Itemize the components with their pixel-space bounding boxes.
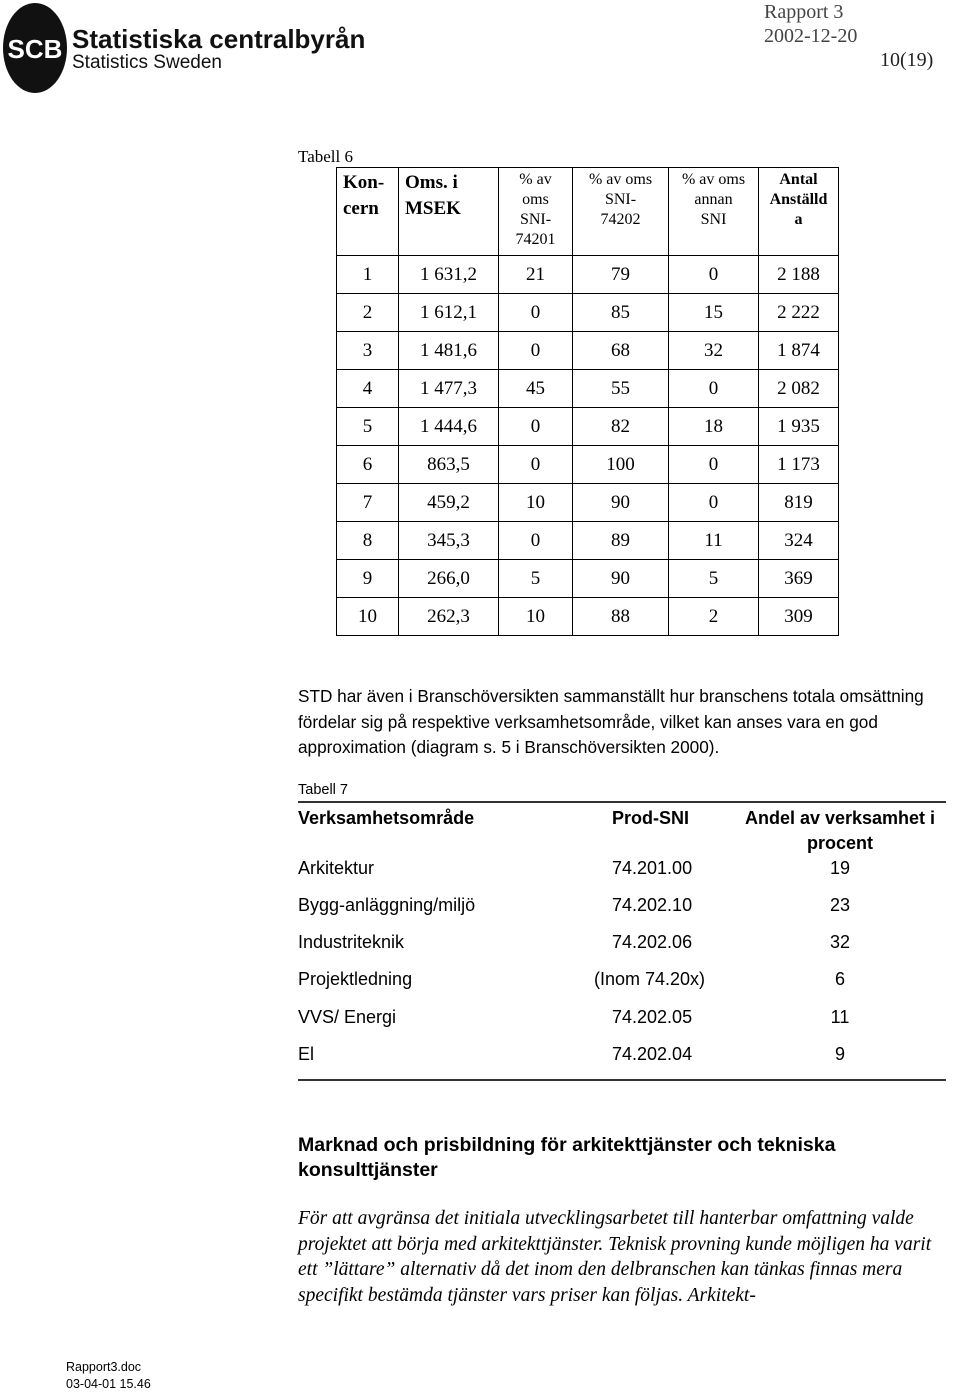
table6-header-cell: % av oms SNI- 74202 xyxy=(573,168,669,256)
table6-cell: 9 xyxy=(337,560,399,598)
table7-sni-cell: 74.202.06 xyxy=(612,932,693,952)
table7-share-cell: 6 xyxy=(834,969,845,989)
table6-header-cell: % av oms SNI- 74201 xyxy=(499,168,573,256)
table7-sni-cell: (Inom 74.20x) xyxy=(594,969,706,989)
table6-cell: 0 xyxy=(499,408,573,446)
table6-header-cell: Kon- cern xyxy=(337,168,399,256)
table6-caption: Tabell 6 xyxy=(298,147,353,166)
table6-cell: 5 xyxy=(669,560,759,598)
table6-row xyxy=(337,294,839,332)
table7-share-cell: 9 xyxy=(834,1044,845,1064)
table6-row xyxy=(337,370,839,408)
section-heading: Marknad och prisbildning för arkitekttjänster och tekniska konsulttjänster xyxy=(298,1134,836,1181)
table7-share-cell: 32 xyxy=(829,932,851,952)
table6-cell: 3 xyxy=(337,332,399,370)
table6-cell: 2 222 xyxy=(759,294,839,332)
table6-cell: 8 xyxy=(337,522,399,560)
table6-cell: 10 xyxy=(499,598,573,636)
table6-row xyxy=(337,484,839,522)
table6-cell: 2 xyxy=(337,294,399,332)
table7-area-cell: Projektledning xyxy=(298,969,413,989)
report-date: 2002-12-20 xyxy=(764,25,858,47)
table6-cell: 1 477,3 xyxy=(399,370,499,408)
table7-top-rule xyxy=(298,801,946,803)
table6-cell: 0 xyxy=(499,522,573,560)
table6-cell: 1 935 xyxy=(759,408,839,446)
table6-cell: 5 xyxy=(499,560,573,598)
table6-header-row xyxy=(337,168,839,256)
table6-cell: 82 xyxy=(573,408,669,446)
table7-share-cell: 11 xyxy=(830,1007,850,1027)
table6-cell: 1 481,6 xyxy=(399,332,499,370)
table7-area-cell: Bygg-anläggning/miljö xyxy=(298,895,476,915)
table6-cell: 459,2 xyxy=(399,484,499,522)
table6-cell: 90 xyxy=(573,560,669,598)
section-body: För att avgränsa det initiala utvecklingsarbetet till hanterbar omfattning valde projektet att börja med arkitekttjänster. Teknisk provning kunde möjligen ha varit ett ”lättare” alternativ då det inom den delbranschen kan tänkas finnas mera specifikt bestämda tjänster vars priser kan följas. Arkitekt- xyxy=(298,1208,932,1306)
footer-filename: Rapport3.doc xyxy=(66,1360,142,1374)
table6-cell: 100 xyxy=(573,446,669,484)
table6-row xyxy=(337,598,839,636)
table6-cell: 85 xyxy=(573,294,669,332)
table6-cell: 369 xyxy=(759,560,839,598)
org-name-english: Statistics Sweden xyxy=(72,52,222,73)
table6-row xyxy=(337,408,839,446)
table7-sni-cell: 74.202.05 xyxy=(612,1007,693,1027)
table6-cell: 4 xyxy=(337,370,399,408)
table6-cell: 819 xyxy=(759,484,839,522)
table6-cell: 0 xyxy=(669,484,759,522)
table6-cell: 1 874 xyxy=(759,332,839,370)
table7-area-cell: Arkitektur xyxy=(298,858,375,878)
table6-row xyxy=(337,332,839,370)
org-name: Statistiska centralbyrån xyxy=(72,24,366,54)
table6-cell: 262,3 xyxy=(399,598,499,636)
table6-cell: 0 xyxy=(669,446,759,484)
table7-header-prod-sni: Prod-SNI xyxy=(612,808,690,828)
report-name: Rapport 3 xyxy=(764,1,844,23)
table6-cell: 266,0 xyxy=(399,560,499,598)
table6-cell: 0 xyxy=(669,370,759,408)
table7-share-cell: 23 xyxy=(829,895,851,915)
table6-cell: 2 xyxy=(669,598,759,636)
table6-cell: 18 xyxy=(669,408,759,446)
table6-row xyxy=(337,560,839,598)
table6-header-cell: Oms. i MSEK xyxy=(399,168,499,256)
table6-cell: 1 612,1 xyxy=(399,294,499,332)
table6-cell: 0 xyxy=(499,332,573,370)
table6-cell: 32 xyxy=(669,332,759,370)
table6-cell: 2 188 xyxy=(759,256,839,294)
table7-bottom-rule xyxy=(298,1079,946,1081)
table7-sni-cell: 74.202.04 xyxy=(612,1044,693,1064)
table6-cell: 0 xyxy=(669,256,759,294)
table6-cell: 863,5 xyxy=(399,446,499,484)
table6-cell: 88 xyxy=(573,598,669,636)
table6-row xyxy=(337,522,839,560)
table6-cell: 1 173 xyxy=(759,446,839,484)
table6-cell: 309 xyxy=(759,598,839,636)
table6-cell: 7 xyxy=(337,484,399,522)
table7-header-share: Andel av verksamhet i procent xyxy=(744,808,936,853)
logo-text: SCB xyxy=(7,34,63,64)
table6-row xyxy=(337,446,839,484)
scb-logo-seal xyxy=(2,2,68,94)
table6-cell: 1 631,2 xyxy=(399,256,499,294)
table6-cell: 10 xyxy=(499,484,573,522)
table6-cell: 1 444,6 xyxy=(399,408,499,446)
table7-area-cell: Industriteknik xyxy=(298,932,405,952)
table6-cell: 89 xyxy=(573,522,669,560)
table6-cell: 68 xyxy=(573,332,669,370)
table6-cell: 90 xyxy=(573,484,669,522)
table6-row xyxy=(337,256,839,294)
table7-sni-cell: 74.202.10 xyxy=(612,895,693,915)
table6 xyxy=(336,167,839,636)
table6-cell: 0 xyxy=(499,294,573,332)
table6-cell: 345,3 xyxy=(399,522,499,560)
table6-header-cell: Antal Anställd a xyxy=(759,168,839,256)
body-paragraph: STD har även i Branschöversikten sammanställt hur branschens totala omsättning fördelar sig på respektive verksamhetsområde, vilket kan anses vara en god approximation (diagram s. 5 i Branschöversikten 2000). xyxy=(298,686,924,757)
table7-sni-cell: 74.201.00 xyxy=(612,858,693,878)
table7-caption: Tabell 7 xyxy=(298,782,348,798)
table6-cell: 45 xyxy=(499,370,573,408)
table6-cell: 324 xyxy=(759,522,839,560)
table6-header-cell: % av oms annan SNI xyxy=(669,168,759,256)
footer-timestamp: 03-04-01 15.46 xyxy=(66,1377,151,1391)
table7-header-area: Verksamhetsområde xyxy=(298,808,475,828)
table6-cell: 21 xyxy=(499,256,573,294)
table7-share-cell: 19 xyxy=(829,858,851,878)
table7-area-cell: VVS/ Energi xyxy=(298,1007,397,1027)
table6-cell: 2 082 xyxy=(759,370,839,408)
page-number: 10(19) xyxy=(880,49,934,71)
table6-cell: 55 xyxy=(573,370,669,408)
table6-cell: 1 xyxy=(337,256,399,294)
table6-cell: 0 xyxy=(499,446,573,484)
table6-cell: 15 xyxy=(669,294,759,332)
table6-cell: 11 xyxy=(669,522,759,560)
table6-cell: 6 xyxy=(337,446,399,484)
table6-cell: 10 xyxy=(337,598,399,636)
table7-area-cell: El xyxy=(298,1044,315,1064)
table6-cell: 5 xyxy=(337,408,399,446)
table6-cell: 79 xyxy=(573,256,669,294)
